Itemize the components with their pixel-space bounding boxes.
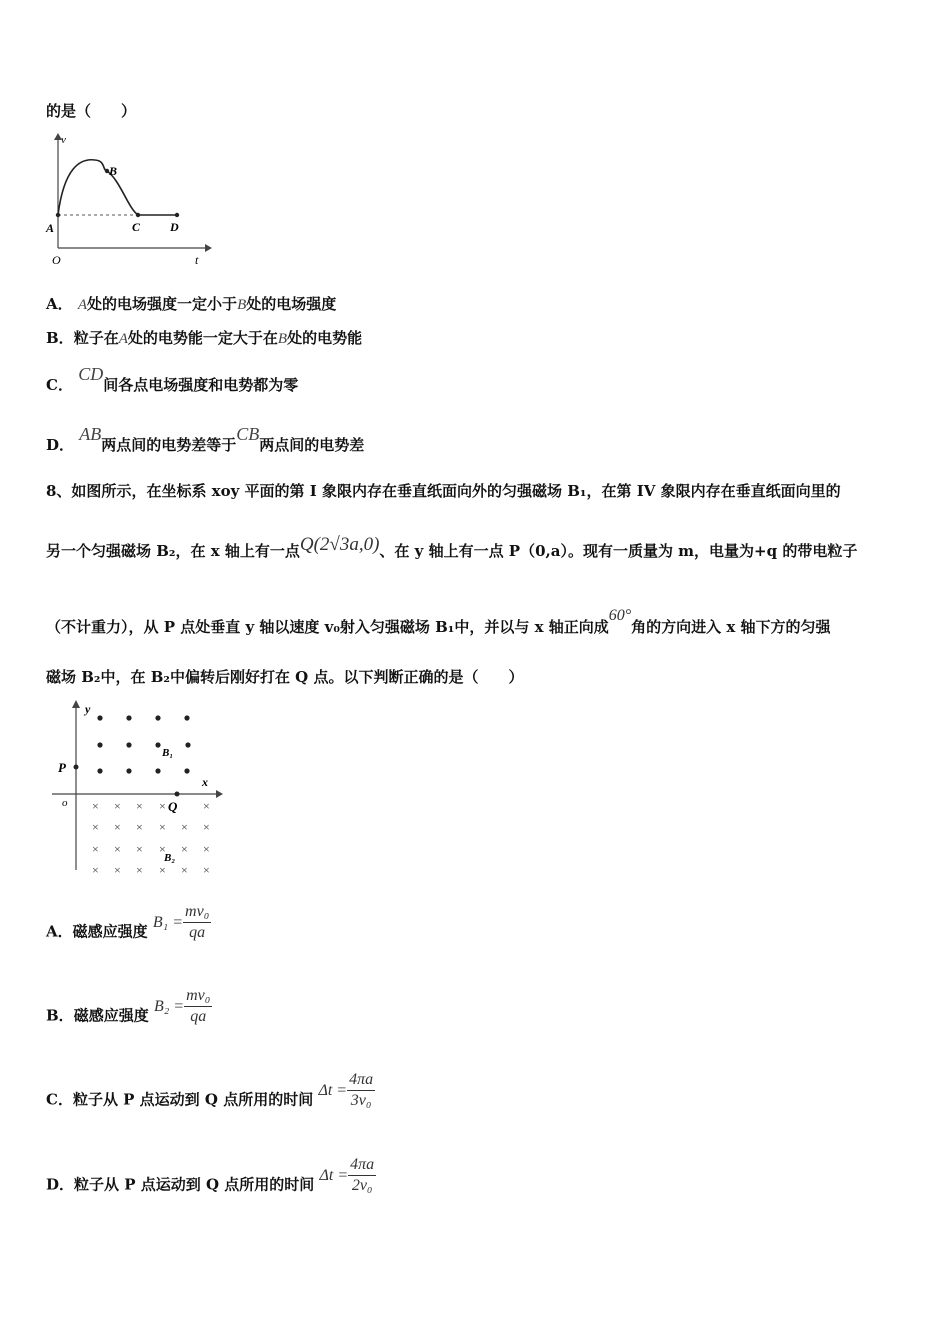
field-out-dots: [97, 715, 190, 773]
field-cross: ×: [92, 799, 99, 813]
q8-option-b[interactable]: B．磁感应强度 B₂ = $\frac{\text{mv₀}}{qa}$: [46, 987, 211, 1025]
field-cross: ×: [159, 842, 166, 856]
field-cross: ×: [159, 863, 166, 877]
field-cross: ×: [92, 863, 99, 877]
field-in-crosses: [92, 799, 210, 877]
velocity-time-graph: [40, 128, 215, 270]
field-cross: ×: [92, 820, 99, 834]
point-P: [74, 765, 79, 770]
field-dot: [97, 742, 102, 747]
q8-option-d[interactable]: D．粒子从 P 点运动到 Q 点所用的时间 Δt = $\frac{4\pi a}{\text{2v₀}}$: [46, 1156, 375, 1194]
point-B-label: B: [109, 164, 118, 178]
field-dot: [155, 768, 160, 773]
field-dot: [126, 742, 131, 747]
field-cross: ×: [159, 799, 166, 813]
field-dot: [97, 768, 102, 773]
field-dot: [126, 715, 131, 720]
field-cross: ×: [203, 842, 210, 856]
point-Q: [175, 792, 180, 797]
angle-60: 60°: [608, 607, 632, 624]
field-cross: ×: [159, 820, 166, 834]
magnetic-field-diagram: [48, 698, 228, 878]
field-cross: ×: [92, 842, 99, 856]
x-label: x: [202, 775, 208, 789]
field-cross: ×: [203, 820, 210, 834]
q8-line-1: 8、如图所示，在坐标系 xoy 平面的第 I 象限内存在垂直纸面向外的匀强磁场 B₁，在第 IV 象限内存在垂直纸面向里的: [46, 482, 841, 500]
velocity-curve: [58, 160, 177, 215]
field-cross: ×: [181, 820, 188, 834]
field-dot: [184, 768, 189, 773]
Q-label: Q: [168, 799, 178, 814]
field-dot: [155, 742, 160, 747]
origin-label: O: [52, 253, 61, 267]
field-cross: ×: [114, 799, 121, 813]
q8-option-c[interactable]: C．粒子从 P 点运动到 Q 点所用的时间 Δt = $\frac{4\pi a}{\text{3v₀}}$: [46, 1071, 374, 1109]
field-cross: ×: [114, 863, 121, 877]
point-A-label: A: [46, 221, 55, 235]
q7-option-c[interactable]: C． CD间各点电场强度和电势都为零: [46, 364, 299, 394]
field-dot: [185, 742, 190, 747]
q8-line-4: 磁场 B₂中，在 B₂中偏转后刚好打在 Q 点。以下判断正确的是（ ）: [46, 668, 524, 686]
y-label: y: [85, 702, 91, 716]
field-cross: ×: [136, 799, 143, 813]
field-dot: [126, 768, 131, 773]
field-cross: ×: [203, 863, 210, 877]
q8-line-2: 另一个匀强磁场 B₂，在 x 轴上有一点Q(2√3a,0)、在 y 轴上有一点 P（0,a）。现有一质量为 m，电量为+q 的带电粒子: [46, 534, 858, 560]
field-cross: ×: [181, 842, 188, 856]
field-cross: ×: [114, 842, 121, 856]
field-cross: ×: [136, 842, 143, 856]
point-D-label: D: [170, 220, 179, 234]
question-tail: 的是（ ）: [46, 102, 137, 120]
q-point-math: Q(2√3a,0): [299, 534, 380, 555]
v-label: v: [61, 134, 66, 146]
origin-o: o: [62, 797, 68, 809]
P-label: P: [58, 760, 66, 775]
field-cross: ×: [181, 863, 188, 877]
field-cross: ×: [136, 820, 143, 834]
t-label: t: [195, 253, 199, 267]
q8-line-3: （不计重力），从 P 点处垂直 y 轴以速度 v₀射入匀强磁场 B₁中，并以与 x 轴正向成60°角的方向进入 x 轴下方的匀强: [46, 607, 831, 636]
point-C-label: C: [132, 220, 141, 234]
field-dot: [97, 715, 102, 720]
q7-option-a[interactable]: A． A处的电场强度一定小于B处的电场强度: [46, 295, 337, 313]
B1-label: B₁: [162, 747, 174, 759]
B2-label: B₂: [164, 852, 176, 864]
field-cross: ×: [114, 820, 121, 834]
q8-option-a[interactable]: A．磁感应强度 B₁ = $\frac{\text{mv₀}}{qa}$: [46, 903, 210, 941]
field-dot: [184, 715, 189, 720]
q7-option-d[interactable]: D． AB两点间的电势差等于CB两点间的电势差: [46, 424, 365, 454]
field-cross: ×: [136, 863, 143, 877]
q7-option-b[interactable]: B．粒子在A处的电势能一定大于在B处的电势能: [46, 329, 363, 347]
field-dot: [155, 715, 160, 720]
field-cross: ×: [203, 799, 210, 813]
